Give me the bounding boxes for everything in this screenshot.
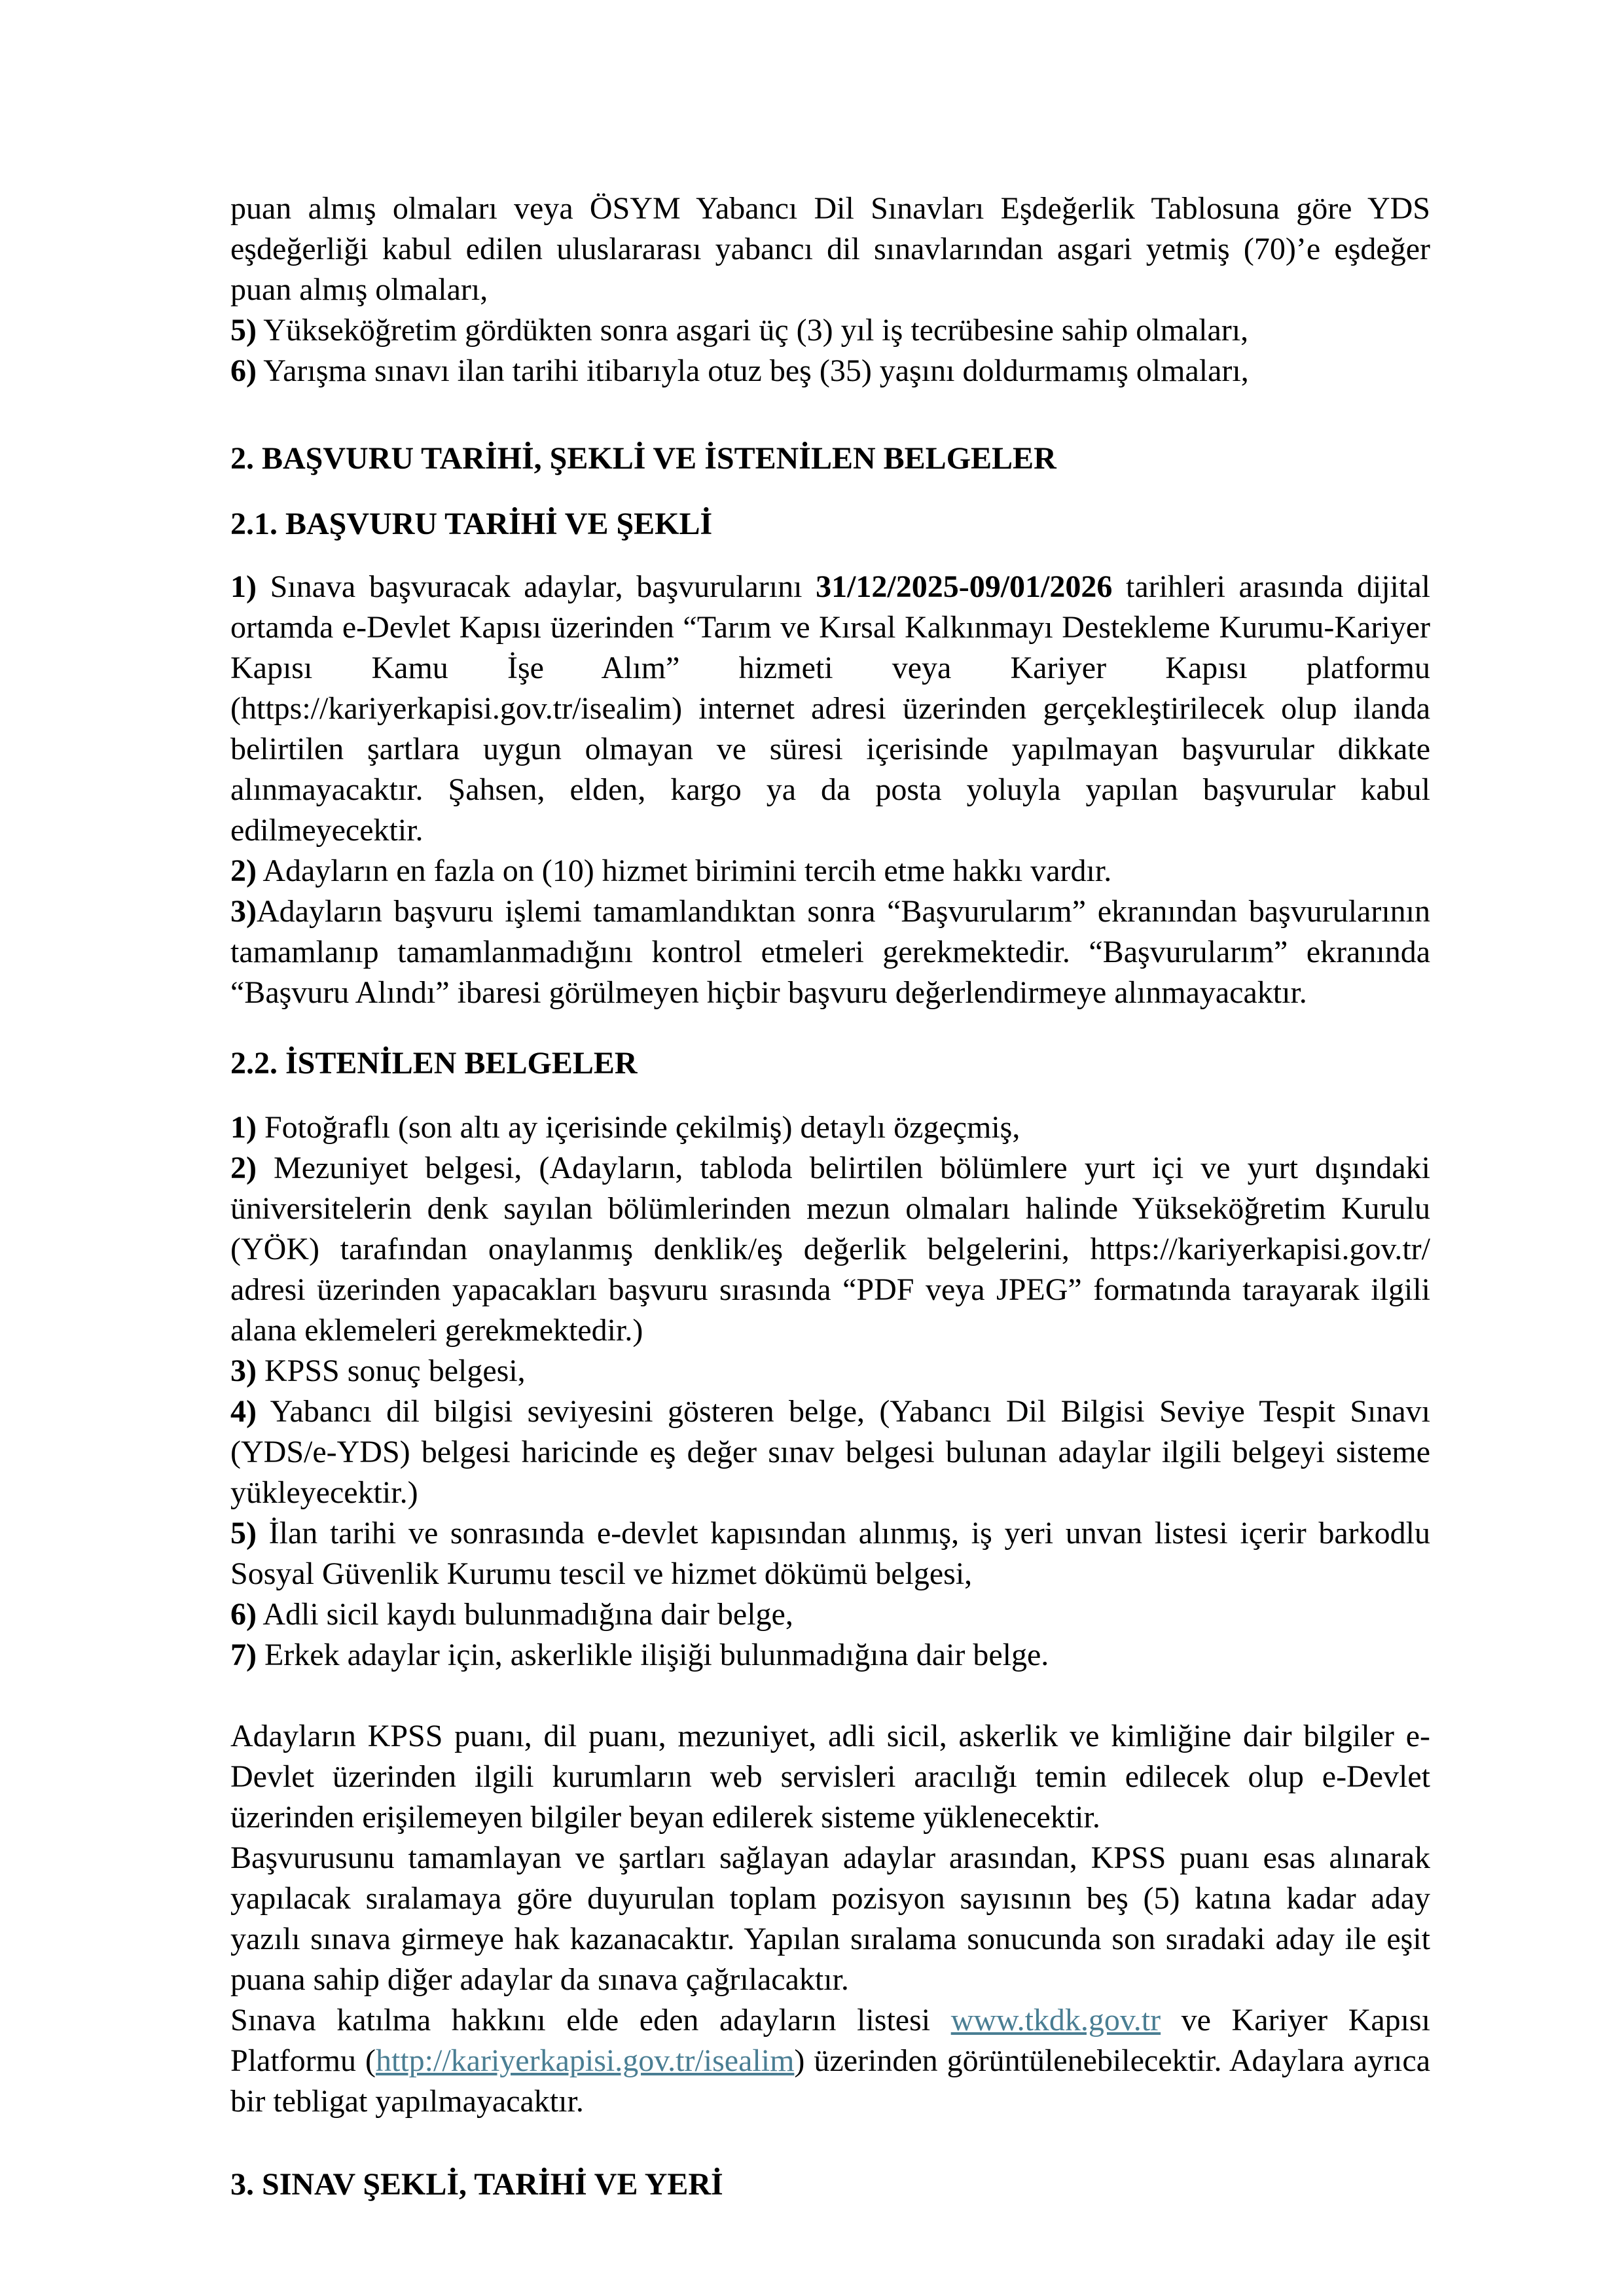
application-paragraph-3-number: 3): [230, 894, 257, 929]
document-item-4: [230, 1391, 1430, 1513]
document-item-7-number: 7): [230, 1638, 257, 1672]
document-item-7-text: Erkek adaylar için, askerlikle ilişiği bulunmadığına dair belge.: [256, 1638, 1049, 1672]
document-item-5-text: İlan tarihi ve sonrasında e-devlet kapısından alınmış, iş yeri unvan listesi içerir barkodlu Sosyal Güvenlik Kurumu tescil ve hizmet dökümü belgesi,: [230, 1516, 1430, 1591]
announcement-text-b: ve Kariyer Kapısı Platformu (: [230, 2003, 1431, 2078]
document-item-1: [230, 1107, 1430, 1148]
document-item-6: [230, 1594, 1430, 1635]
document-item-3: [230, 1351, 1430, 1391]
document-item-6-text: Adli sicil kaydı bulunmadığına dair belge,: [256, 1597, 793, 1632]
application-paragraph-1-text-b: tarihleri arasında dijital ortamda e-Devlet Kapısı üzerinden “Tarım ve Kırsal Kalkınmayı Destekleme Kurumu-Kariyer Kapısı Kamu İşe Alım” hizmeti veya Kariyer Kapısı platformu (https://kariyerkapisi.gov.tr/isealim) internet adresi üzerinden gerçekleştirilecek olup ilanda belirtilen şartlara uygun olmayan ve süresi içerisinde yapılmayan başvurular dikkate alınmayacaktır. Şahsen, elden, kargo ya da posta yoluyla yapılan başvurular kabul edilmeyecektir.: [230, 569, 1430, 848]
document-item-2: [230, 1148, 1430, 1351]
intro-continuation-text: puan almış olmaları veya ÖSYM Yabancı Dil Sınavları Eşdeğerlik Tablosuna göre YDS eşdeğerliği kabul edilen uluslararası yabancı dil sınavlarından asgari yetmiş (70)’e eşdeğer puan almış olmaları,: [230, 191, 1430, 307]
edevlet-info-text: Adayların KPSS puanı, dil puanı, mezuniyet, adli sicil, askerlik ve kimliğine dair bilgiler e-Devlet üzerinden ilgili kurumların web servisleri aracılığı temin edilecek olup e-Devlet üzerinden erişilemeyen bilgiler beyan edilerek sisteme yüklenecektir.: [230, 1719, 1430, 1835]
application-paragraph-2-text: Adayların en fazla on (10) hizmet birimini tercih etme hakkı vardır.: [256, 853, 1112, 888]
section-2-heading: 2. BAŞVURU TARİHİ, ŞEKLİ VE İSTENİLEN BELGELER: [230, 441, 1056, 476]
document-item-3-text: KPSS sonuç belgesi,: [256, 1354, 526, 1388]
announcement-text-a: Sınava katılma hakkını elde eden adayların listesi: [230, 2003, 951, 2037]
document-item-5-number: 5): [230, 1516, 257, 1551]
section-2-2-heading: 2.2. İSTENİLEN BELGELER: [230, 1046, 638, 1081]
edevlet-info-paragraph: [230, 1716, 1430, 1838]
document-item-6-number: 6): [230, 1597, 257, 1632]
section-2-1-heading: 2.1. BAŞVURU TARİHİ VE ŞEKLİ: [230, 507, 713, 541]
announcement-text-c: ) üzerinden görüntülenebilecektir. Adaylara ayrıca bir tebligat yapılmayacaktır.: [230, 2043, 1431, 2119]
announcement-paragraph: [230, 2000, 1430, 2122]
document-item-3-number: 3): [230, 1354, 257, 1388]
application-paragraph-1: [230, 567, 1430, 851]
document-item-7: [230, 1635, 1430, 1676]
application-paragraph-3-text: Adayların başvuru işlemi tamamlandıktan sonra “Başvurularım” ekranından başvurularının tamamlanıp tamamlanmadığını kontrol etmeleri gerekmektedir. “Başvurularım” ekranında “Başvuru Alındı” ibaresi görülmeyen hiçbir başvuru değerlendirmeye alınmayacaktır.: [230, 894, 1430, 1010]
requirement-item-5: [230, 310, 1430, 351]
requirement-item-6: [230, 351, 1430, 391]
tkdk-website-link[interactable]: www.tkdk.gov.tr: [950, 2003, 1161, 2037]
document-item-4-text: Yabancı dil bilgisi seviyesini gösteren belge, (Yabancı Dil Bilgisi Seviye Tespit Sınavı (YDS/e-YDS) belgesi haricinde eş değer sınav belgesi bulunan adaylar ilgili belgeyi sisteme yükleyecektir.): [230, 1394, 1430, 1510]
document-item-2-number: 2): [230, 1151, 257, 1185]
application-paragraph-2-number: 2): [230, 853, 257, 888]
application-paragraph-1-number: 1): [230, 569, 257, 604]
document-item-4-number: 4): [230, 1394, 257, 1429]
intro-continuation-paragraph: [230, 188, 1430, 310]
document-item-5: [230, 1513, 1430, 1594]
ranking-text: Başvurusunu tamamlayan ve şartları sağlayan adaylar arasından, KPSS puanı esas alınarak yapılacak sıralamaya göre duyurulan toplam pozisyon sayısının beş (5) katına kadar aday yazılı sınava girmeye hak kazanacaktır. Yapılan sıralama sonucunda son sıradaki aday ile eşit puana sahip diğer adaylar da sınava çağrılacaktır.: [230, 1840, 1430, 1997]
requirement-item-5-text: Yükseköğretim gördükten sonra asgari üç (3) yıl iş tecrübesine sahip olmaları,: [256, 313, 1249, 348]
requirement-item-5-number: 5): [230, 313, 257, 348]
ranking-paragraph: [230, 1838, 1430, 2000]
document-item-1-text: Fotoğraflı (son altı ay içerisinde çekilmiş) detaylı özgeçmiş,: [256, 1110, 1020, 1145]
section-3-heading: 3. SINAV ŞEKLİ, TARİHİ VE YERİ: [230, 2167, 723, 2202]
application-dates: 31/12/2025-09/01/2026: [816, 569, 1113, 604]
application-paragraph-2: [230, 851, 1430, 891]
document-item-2-text: Mezuniyet belgesi, (Adayların, tabloda belirtilen bölümlere yurt içi ve yurt dışındaki üniversitelerin denk sayılan bölümlerinden mezun olmaları halinde Yükseköğretim Kurulu (YÖK) tarafından onaylanmış denklik/eş değerlik belgelerini, https://kariyerkapisi.gov.tr/ adresi üzerinden yapacakları başvuru sırasında “PDF veya JPEG” formatında tarayarak ilgili alana eklemeleri gerekmektedir.): [230, 1151, 1430, 1348]
kariyerkapisi-website-link[interactable]: http://kariyerkapisi.gov.tr/isealim: [375, 2043, 795, 2078]
requirement-item-6-number: 6): [230, 353, 257, 388]
document-item-1-number: 1): [230, 1110, 257, 1145]
application-paragraph-3: [230, 891, 1430, 1013]
application-paragraph-1-text-a: Sınava başvuracak adaylar, başvurularını: [256, 569, 816, 604]
requirement-item-6-text: Yarışma sınavı ilan tarihi itibarıyla otuz beş (35) yaşını doldurmamış olmaları,: [256, 353, 1249, 388]
